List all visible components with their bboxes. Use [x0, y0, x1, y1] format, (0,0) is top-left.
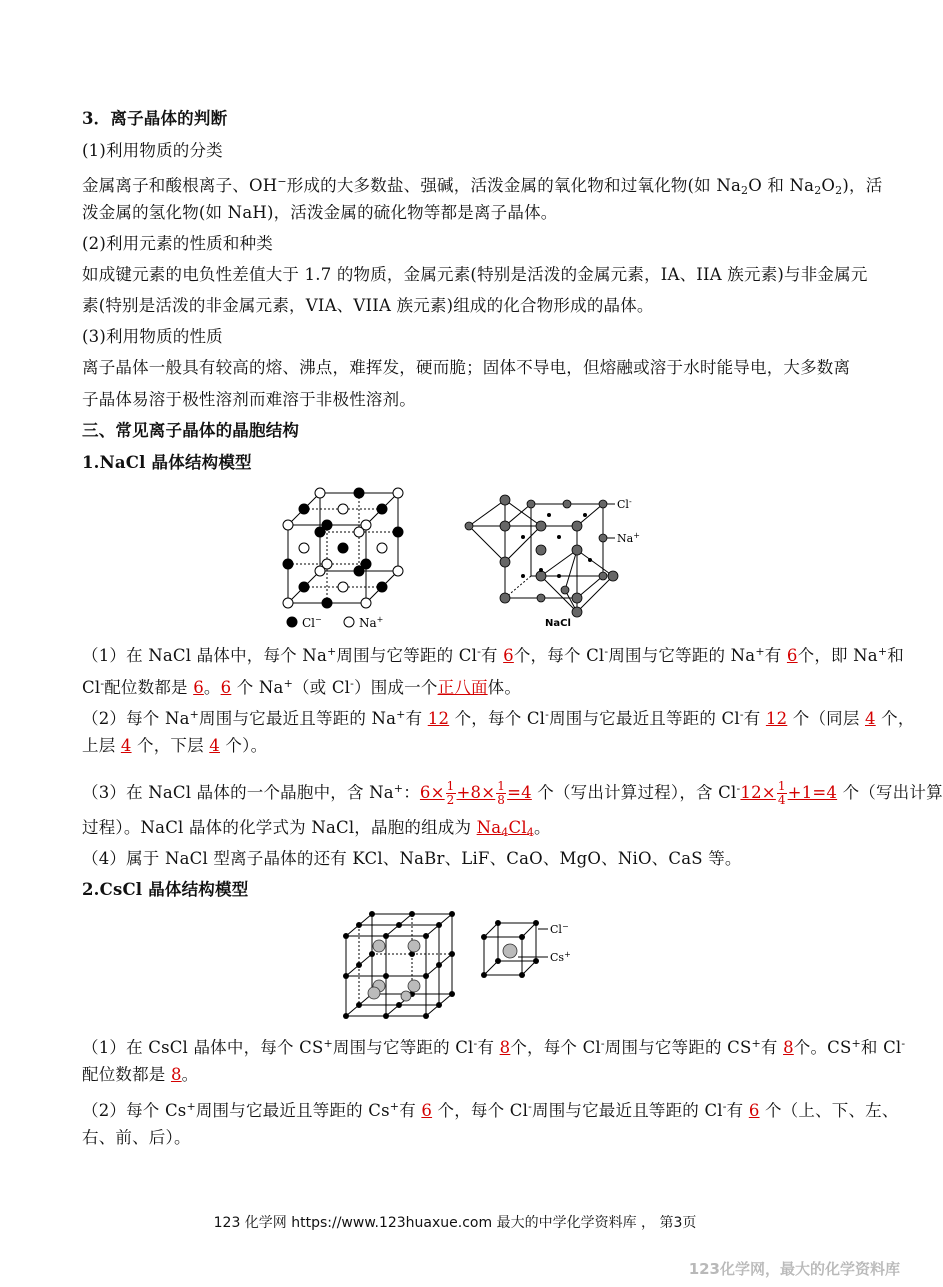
paragraph-2-line-2: 素(特别是活泼的非金属元素，VIA、VIIA 族元素)组成的化合物形成的晶体。: [82, 296, 654, 315]
answer: =4: [507, 783, 532, 802]
cscl-q1-line-2: 配位数都是 8。: [82, 1065, 199, 1084]
answer: 正八面: [437, 678, 488, 697]
nacl-q2-line-2: 上层 4 个，下层 4 个）。: [82, 736, 268, 755]
subheading-1: (1)利用物质的分类: [82, 141, 223, 160]
subheading-2: (2)利用元素的性质和种类: [82, 234, 273, 253]
answer: 6: [421, 1101, 433, 1120]
answer: 12×: [740, 783, 776, 802]
fraction: $\frac{1}{4}$: [777, 779, 786, 807]
part-title: 三、常见离子晶体的晶胞结构: [82, 421, 300, 440]
nacl-q3-line-2: 过程）。NaCl 晶体的化学式为 NaCl，晶胞的组成为 $Na_4Cl_4$。: [82, 818, 551, 839]
answer: 8: [170, 1065, 182, 1084]
cscl-cell-figure: [480, 915, 580, 985]
cscl-q2-line-1: （2）每个 Cs+周围与它最近且等距的 Cs+有 6 个，每个 Cl-周围与它最近且等距的 Cl-有 6 个（上、下、左、: [82, 1100, 899, 1120]
answer: $Na_4Cl_4$: [476, 818, 535, 839]
paragraph-3-line-2: 子晶体易溶于极性溶剂而难溶于非极性溶剂。: [82, 390, 416, 409]
fraction: $\frac{1}{8}$: [497, 779, 506, 807]
nacl-q4: （4）属于 NaCl 型离子晶体的还有 KCl、NaBr、LiF、CaO、MgO、NiO、CaS 等。: [82, 849, 742, 868]
subheading-3: (3)利用物质的性质: [82, 327, 223, 346]
nacl-cell-figure: [278, 485, 408, 630]
watermark: 123化学网，最大的化学资料库: [688, 1260, 900, 1278]
page-footer: 123 化学网 https://www.123huaxue.com 最大的中学化学资料库 ， 第3页: [213, 1215, 697, 1231]
nacl-octahedron-figure: [465, 490, 645, 630]
nacl-q2-line-1: （2）每个 Na+周围与它最近且等距的 Na+有 12 个，每个 Cl-周围与它最近且等距的 Cl-有 12 个（同层 4 个，: [82, 708, 915, 728]
paragraph-3-line-1: 离子晶体一般具有较高的熔、沸点，难挥发，硬而脆；固体不导电，但熔融或溶于水时能导电，大多数离: [82, 358, 851, 377]
answer: +1=4: [787, 783, 838, 802]
legend-na-label: Na+: [359, 615, 384, 630]
answer: 8: [499, 1038, 511, 1057]
answer: 6: [220, 678, 232, 697]
cscl-cl-label: Cl−: [550, 922, 569, 936]
answer: 12: [765, 709, 788, 728]
cscl-lattice-figure: [338, 910, 463, 1022]
nacl-q1-line-1: （1）在 NaCl 晶体中，每个 Na+周围与它等距的 Cl-有 6个，每个 Cl-周围与它等距的 Na+有 6个，即 Na+和: [82, 645, 904, 665]
answer: 6: [786, 646, 798, 665]
paragraph-2-line-1: 如成键元素的电负性差值大于 1.7 的物质，金属元素(特别是活泼的金属元素，IA、IIA 族元素)与非金属元: [82, 265, 868, 284]
paragraph-1-line-2: 泼金属的氢化物(如 NaH)，活泼金属的硫化物等都是离子晶体。: [82, 203, 558, 222]
answer: 6: [193, 678, 204, 697]
fig2-na-label: Na+: [617, 531, 640, 545]
answer: 4: [865, 709, 876, 728]
answer: 8: [783, 1038, 794, 1057]
legend-cl-label: Cl−: [302, 615, 322, 630]
cscl-title: 2.CsCl 晶体结构模型: [82, 880, 249, 899]
paragraph-1-line-1: 金属离子和酸根离子、OH−形成的大多数盐、强碱，活泼金属的氧化物和过氧化物(如 $Na_2O$ 和 $Na_2O_2$)，活: [82, 175, 883, 197]
answer: 4: [120, 736, 132, 755]
fig2-cl-label: Cl-: [617, 497, 632, 511]
cscl-cs-label: Cs+: [550, 950, 571, 964]
nacl-q3-line-1: （3）在 NaCl 晶体的一个晶胞中，含 Na+：6× $\frac{1}{2}$ +8× $\frac{1}{8}$ =4 个（写出计算过程），含 Cl-12× $\frac{1}{4}$ +1=4 个（写出计算: [82, 779, 943, 807]
answer: 12: [427, 709, 450, 728]
cscl-q2-line-2: 右、前、后）。: [82, 1128, 191, 1147]
answer: +8×: [456, 783, 496, 802]
nacl-title: 1.NaCl 晶体结构模型: [82, 453, 252, 472]
nacl-q1-line-2: Cl-配位数都是 6。6 个 Na+（或 Cl-）围成一个正八面体。: [82, 677, 522, 697]
cscl-q1-line-1: （1）在 CsCl 晶体中，每个 CS+周围与它等距的 Cl-有 8个，每个 Cl-周围与它等距的 CS+有 8个。CS+和 Cl-: [82, 1037, 906, 1057]
answer: 6: [503, 646, 514, 665]
section-heading: 3．离子晶体的判断: [82, 109, 228, 128]
answer: 6: [748, 1101, 760, 1120]
fraction: $\frac{1}{2}$: [446, 779, 455, 807]
fig2-name: NaCl: [545, 618, 571, 629]
answer: 4: [209, 736, 220, 755]
answer: 6×: [419, 783, 445, 802]
